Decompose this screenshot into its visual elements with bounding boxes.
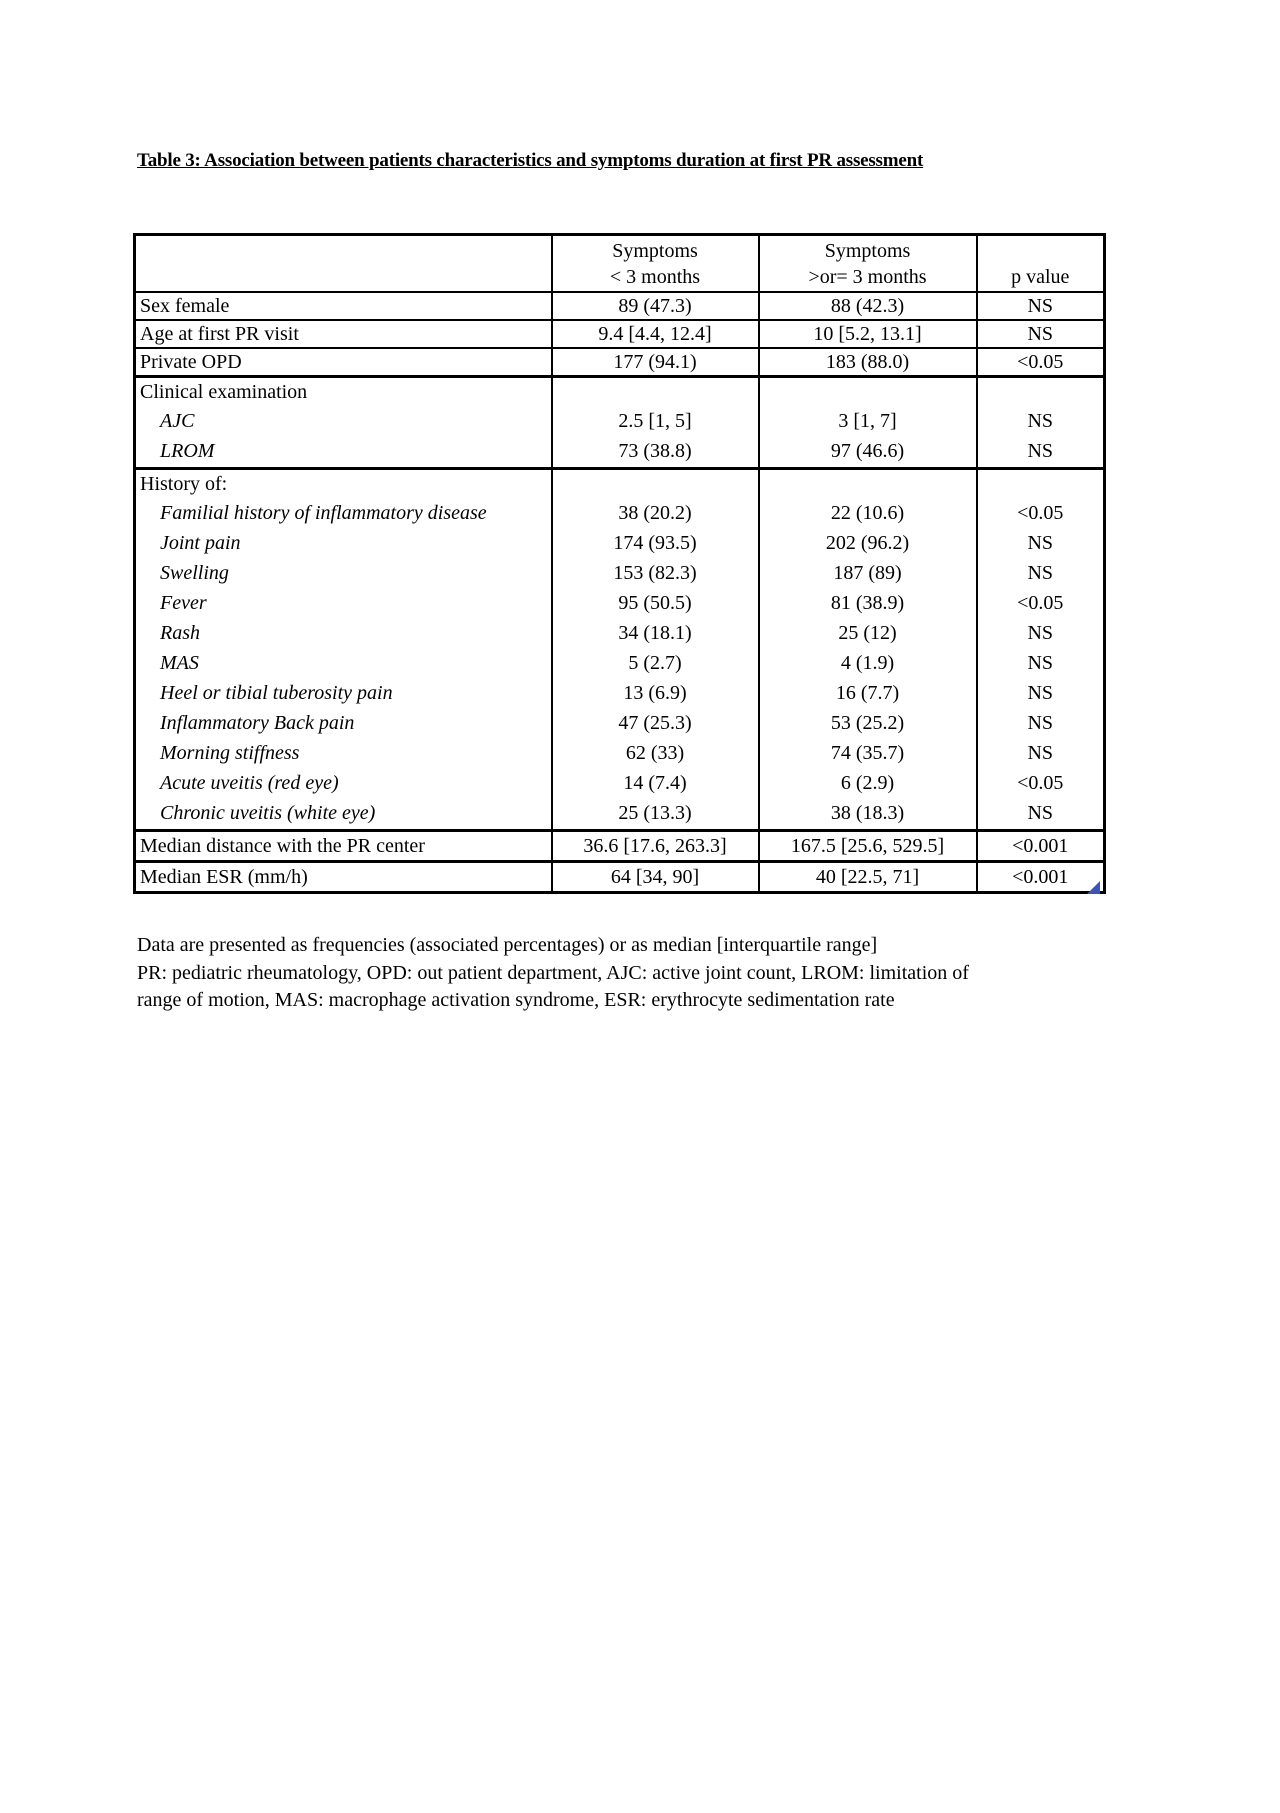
table-title: Table 3: Association between patients characteristics and symptoms duration at first PR assessment [137, 150, 924, 171]
cell-p: <0.05 [1017, 502, 1064, 524]
group-values-lt3 [552, 377, 759, 469]
row-label-inflammatory-back-pain: Inflammatory Back pain [160, 712, 355, 734]
cell-lt3: 153 (82.3) [613, 562, 697, 584]
cell-lt3: 36.6 [17.6, 263.3] [552, 831, 759, 862]
cell-ge3: 6 (2.9) [840, 772, 895, 794]
cell-lt3: 89 (47.3) [552, 292, 759, 320]
table-container [133, 233, 1106, 894]
row-label: Median ESR (mm/h) [135, 862, 552, 893]
cell-ge3: 16 (7.7) [835, 682, 900, 704]
cell-lt3: 5 (2.7) [628, 652, 682, 674]
group-title: History of: [140, 473, 228, 495]
cell-p: <0.05 [1017, 772, 1064, 794]
cell-p: NS [1027, 712, 1054, 734]
row-label: Age at first PR visit [135, 320, 552, 348]
row-label-acute-uveitis: Acute uveitis (red eye) [160, 772, 339, 794]
header-p-value: p value [977, 235, 1105, 293]
cell-p: NS [977, 320, 1105, 348]
cell-p: NS [1027, 802, 1054, 824]
spacer [557, 379, 754, 406]
row-label-rash: Rash [160, 622, 200, 644]
cell-lt3: 25 (13.3) [618, 802, 692, 824]
group-values-p [977, 469, 1105, 831]
cell-ge3: 167.5 [25.6, 529.5] [759, 831, 977, 862]
cell-p: <0.05 [977, 348, 1105, 377]
row-label-heel-pain: Heel or tibial tuberosity pain [160, 682, 393, 704]
table-row-median-distance [135, 831, 1105, 862]
cell-ge3: 81 (38.9) [830, 592, 905, 614]
header-symptoms-lt3 [552, 235, 759, 293]
row-label-lrom: LROM [160, 440, 215, 462]
cell-p: NS [1027, 652, 1054, 674]
table-row-age-first-pr-visit [135, 320, 1105, 348]
spacer [557, 471, 754, 498]
footnote-line-2: PR: pediatric rheumatology, OPD: out patient department, AJC: active joint count, LROM: limitation of [137, 961, 969, 984]
cell-p: NS [1027, 742, 1054, 764]
header-symptoms-ge3-line2: >or= 3 months [808, 265, 927, 288]
cell-lt3: 62 (33) [625, 742, 685, 764]
cell-p: NS [1027, 562, 1054, 584]
row-label-familial-history: Familial history of inflammatory disease [160, 502, 487, 524]
table-row-sex-female [135, 292, 1105, 320]
cell-lt3: 73 (38.8) [618, 440, 692, 462]
footnote-line-1: Data are presented as frequencies (associated percentages) or as median [interquartile range] [137, 934, 878, 956]
table-header-row [135, 235, 1105, 293]
cell-ge3: 38 (18.3) [830, 802, 905, 824]
header-symptoms-lt3-line2: < 3 months [609, 265, 701, 288]
cell-p: NS [977, 292, 1105, 320]
cell-p: NS [1027, 622, 1054, 644]
cell-ge3: 25 (12) [838, 622, 897, 644]
row-label-fever: Fever [160, 592, 207, 614]
group-labels-cell [135, 377, 552, 469]
row-label: Sex female [135, 292, 552, 320]
row-label-joint-pain: Joint pain [160, 532, 241, 554]
cell-lt3: 34 (18.1) [618, 622, 692, 644]
table-row-private-opd [135, 348, 1105, 377]
cell-p: <0.05 [1017, 592, 1064, 614]
table-footnotes [137, 932, 969, 1015]
group-labels-cell [135, 469, 552, 831]
cell-lt3: 177 (94.1) [552, 348, 759, 377]
cell-ge3: 187 (89) [833, 562, 902, 584]
row-label-swelling: Swelling [160, 562, 229, 584]
row-label-ajc: AJC [160, 410, 195, 432]
cell-ge3: 183 (88.0) [759, 348, 977, 377]
cell-p: <0.001 [977, 862, 1105, 893]
cell-ge3: 74 (35.7) [830, 742, 905, 764]
spacer [982, 379, 1100, 406]
cell-ge3: 4 (1.9) [840, 652, 895, 674]
group-row-history-of [135, 469, 1105, 831]
spacer [764, 471, 972, 498]
cell-ge3: 10 [5.2, 13.1] [759, 320, 977, 348]
cell-p: NS [1027, 410, 1054, 432]
row-label-morning-stiffness: Morning stiffness [160, 742, 300, 764]
cell-lt3: 174 (93.5) [613, 532, 697, 554]
cell-p: NS [1027, 440, 1054, 462]
cell-ge3: 97 (46.6) [830, 440, 905, 462]
table-row-median-esr [135, 862, 1105, 893]
group-values-ge3 [759, 377, 977, 469]
cell-ge3: 202 (96.2) [825, 532, 910, 554]
row-label: Private OPD [135, 348, 552, 377]
group-values-p [977, 377, 1105, 469]
cell-lt3: 9.4 [4.4, 12.4] [552, 320, 759, 348]
cell-lt3: 64 [34, 90] [552, 862, 759, 893]
group-values-lt3 [552, 469, 759, 831]
spacer [764, 379, 972, 406]
cell-ge3: 3 [1, 7] [838, 410, 897, 432]
group-title: Clinical examination [140, 381, 308, 403]
row-label-mas: MAS [160, 652, 199, 674]
cell-ge3: 22 (10.6) [830, 502, 905, 524]
group-values-ge3 [759, 469, 977, 831]
row-label-chronic-uveitis: Chronic uveitis (white eye) [160, 802, 376, 824]
spacer [982, 471, 1100, 498]
cell-lt3: 38 (20.2) [618, 502, 692, 524]
cell-lt3: 95 (50.5) [618, 592, 692, 614]
cell-lt3: 13 (6.9) [623, 682, 687, 704]
cell-p: NS [1027, 682, 1054, 704]
cell-lt3: 47 (25.3) [618, 712, 692, 734]
cell-ge3: 53 (25.2) [830, 712, 905, 734]
cell-p: NS [1027, 532, 1054, 554]
header-empty-cell [135, 235, 552, 293]
group-row-clinical-examination [135, 377, 1105, 469]
cell-lt3: 2.5 [1, 5] [618, 410, 692, 432]
footnote-line-3: range of motion, MAS: macrophage activation syndrome, ESR: erythrocyte sedimentation rate [137, 989, 895, 1011]
row-label: Median distance with the PR center [135, 831, 552, 862]
header-symptoms-ge3-line1: Symptoms [824, 239, 911, 262]
header-symptoms-lt3-line1: Symptoms [612, 239, 698, 262]
association-table [133, 233, 1106, 894]
cell-ge3: 88 (42.3) [759, 292, 977, 320]
cell-lt3: 14 (7.4) [623, 772, 687, 794]
cell-ge3: 40 [22.5, 71] [759, 862, 977, 893]
header-symptoms-ge3 [759, 235, 977, 293]
cell-p: <0.001 [977, 831, 1105, 862]
